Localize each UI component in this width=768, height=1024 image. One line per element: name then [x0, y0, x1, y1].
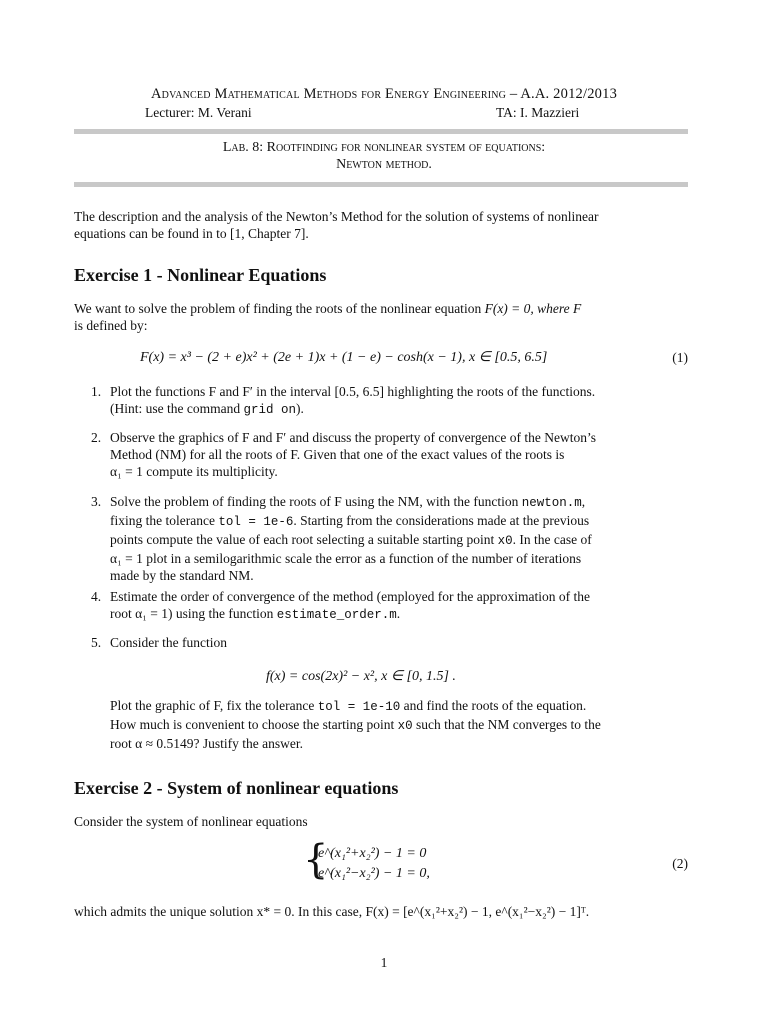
exercise-2-intro: Consider the system of nonlinear equations [74, 814, 308, 829]
lecturer: Lecturer: M. Verani [145, 105, 252, 120]
item-4-line-2-end: . [396, 606, 401, 621]
lab-title-line-1: Lab. 8: Rootfinding for nonlinear system of equations: [222, 140, 546, 155]
list-item-5 [74, 634, 688, 752]
course-title: Advanced Mathematical Methods for Energy Engineering – A.A. 2012/2013 [150, 86, 618, 102]
page-number: 1 [380, 955, 388, 970]
exercise-2-heading: Exercise 2 - System of nonlinear equations [74, 778, 399, 798]
intro-line-2: equations can be found in to [1, Chapter 7]. [74, 226, 309, 241]
code-grid-on: grid on [243, 403, 296, 417]
item-1-line-2-text: (Hint: use the command [110, 401, 244, 416]
item-3-line-5: made by the standard NM. [110, 568, 254, 583]
item-2-line-3: α₁ = 1 compute its multiplicity. [110, 464, 278, 479]
intro-line-1: The description and the analysis of the Newton’s Method for the solution of systems of nonlinear [74, 209, 599, 224]
ex1-intro-line-2: is defined by: [74, 318, 148, 333]
item-3-line-2-text: fixing the tolerance [110, 513, 219, 528]
system-equation-2: e^(x₁²−x₂²) − 1 = 0, [318, 866, 430, 881]
item-5-line-3-end: such that the NM converges to the [412, 717, 601, 732]
exercise-1-list [74, 383, 688, 752]
top-rule-2 [74, 182, 688, 187]
code-newton: newton.m [521, 496, 582, 510]
ex1-intro-text: We want to solve the problem of finding the roots of the nonlinear equation [74, 301, 485, 316]
list-item-4 [74, 588, 688, 622]
item-3-line-3-end: . In the case of [512, 532, 592, 547]
code-x0-2: x0 [397, 719, 413, 733]
item-3-line-4: α₁ = 1 plot in a semilogarithmic scale the error as a function of the number of iterations [110, 551, 582, 566]
code-estimate-order: estimate_order.m [276, 608, 397, 622]
item-4-line-2-text: root α₁ = 1) using the function [110, 606, 277, 621]
exercise-2-closing: which admits the unique solution x* = 0. In this case, F(x) = [e^(x₁²+x₂²) − 1, e^(x₁²−x₂²) − 1]ᵀ. [74, 904, 590, 919]
item-3-line-3-text: points compute the value of each root selecting a suitable starting point [110, 532, 498, 547]
item-number: 2. [91, 430, 102, 445]
item-3-line-2-end: . Starting from the considerations made at the previous [293, 513, 590, 528]
item-3-line-1-end: , [581, 494, 586, 509]
list-item-3 [74, 493, 688, 583]
list-item-1 [74, 383, 688, 416]
code-tol-1e-10: tol = 1e-10 [317, 700, 401, 714]
item-5-line-2-text: Plot the graphic of F, fix the tolerance [110, 698, 318, 713]
item-number: 3. [91, 494, 102, 509]
item-2-line-1: Observe the graphics of F and F′ and discuss the property of convergence of the Newton’s [110, 430, 596, 445]
exercise-1-intro [74, 300, 694, 334]
item-2-line-2: Method (NM) for all the roots of F. Given that one of the exact values of the roots is [110, 447, 565, 462]
lab-title-line-2: Newton method. [336, 157, 432, 172]
item-number: 5. [91, 635, 102, 650]
equation-2-number: (2) [672, 856, 688, 871]
teaching-assistant: TA: I. Mazzieri [496, 105, 580, 120]
item-5-line-1: Consider the function [110, 635, 227, 650]
item-4-line-1: Estimate the order of convergence of the method (employed for the approximation of the [110, 589, 590, 604]
top-rule-1 [74, 129, 688, 134]
ex1-intro-math: F(x) = 0, where F [484, 301, 582, 316]
list-item-2 [74, 429, 688, 480]
equation-f: f(x) = cos(2x)² − x², x ∈ [0, 1.5] . [266, 669, 456, 684]
item-number: 4. [91, 589, 102, 604]
item-3-line-1-text: Solve the problem of finding the roots of F using the NM, with the function [110, 494, 522, 509]
item-1-line-2-end: ). [296, 401, 304, 416]
equation-1: F(x) = x³ − (2 + e)x² + (2e + 1)x + (1 − e) − cosh(x − 1), x ∈ [0.5, 6.5] [140, 350, 548, 365]
intro-paragraph [74, 208, 694, 242]
code-x0: x0 [497, 534, 513, 548]
exercise-1-heading: Exercise 1 - Nonlinear Equations [74, 265, 327, 285]
item-5-line-3-text: How much is convenient to choose the starting point [110, 717, 398, 732]
equation-1-number: (1) [672, 350, 688, 365]
code-tol: tol = 1e-6 [218, 515, 294, 529]
item-5-line-4: root α ≈ 0.5149? Justify the answer. [110, 736, 303, 751]
item-1-line-1: Plot the functions F and F′ in the interval [0.5, 6.5] highlighting the roots of the functions. [110, 384, 596, 399]
system-equation-1: e^(x₁²+x₂²) − 1 = 0 [318, 846, 427, 861]
item-number: 1. [91, 384, 102, 399]
system-brace: { [303, 837, 329, 883]
item-5-line-2-end: and find the roots of the equation. [400, 698, 587, 713]
